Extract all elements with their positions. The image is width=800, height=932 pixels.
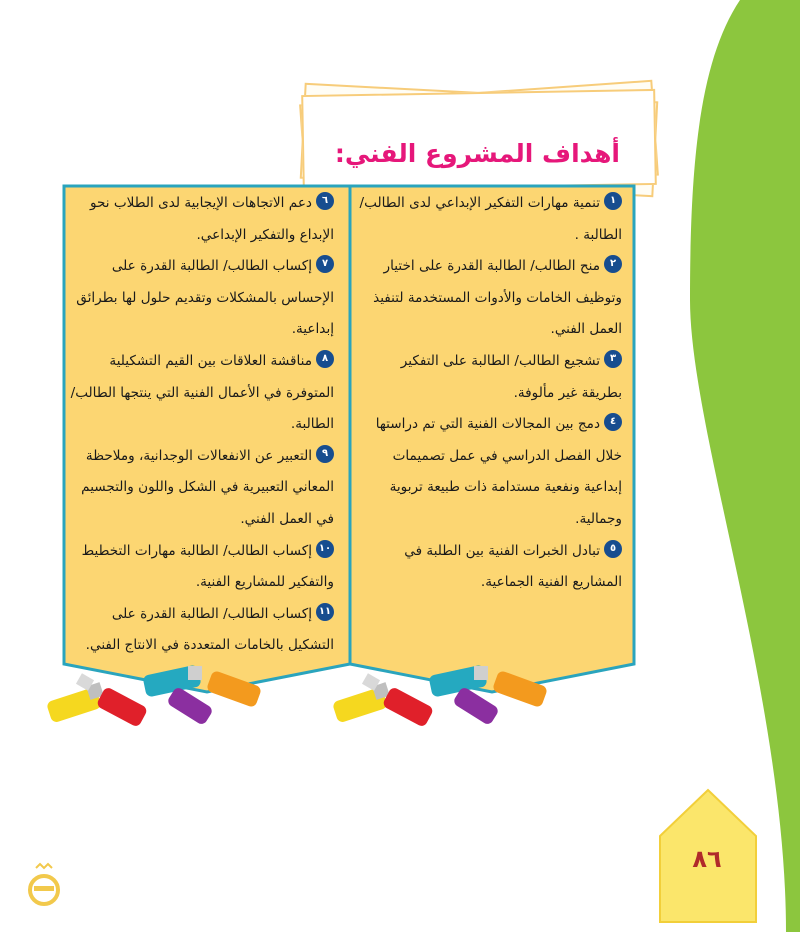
goal-text: منح الطالب/ الطالبة القدرة على اختيار وتوظيف الخامات والأدوات المستخدمة لتنفيذ العمل الفني. (373, 258, 622, 338)
goal-text: إكساب الطالب/ الطالبة القدرة على التشكيل بالخامات المتعددة في الانتاج الفني. (85, 605, 334, 654)
goal-number-badge: ٤ (604, 413, 622, 431)
goal-text: مناقشة العلاقات بين القيم التشكيلية المتوفرة في الأعمال الفنية التي ينتجها الطالب/ الطالبة. (70, 352, 334, 433)
ministry-logo-icon (26, 860, 62, 908)
goal-text: إكساب الطالب/ الطالبة مهارات التخطيط والتفكير للمشاريع الفنية. (81, 542, 334, 591)
page-title: أهداف المشروع الفني: (334, 139, 620, 168)
goal-number-badge: ١٠ (316, 540, 334, 558)
goal-number-badge: ٢ (604, 255, 622, 273)
goal-number-badge: ١١ (316, 603, 334, 621)
goal-text: إكساب الطالب/ الطالبة القدرة على الإحساس بالمشكلات وتقديم حلول لها بطرائق إبداعية. (76, 258, 334, 338)
goal-number-badge: ٧ (316, 255, 334, 273)
goal-text: التعبير عن الانفعالات الوجدانية، وملاحظة المعاني التعبيرية في الشكل واللون والتجسيم في العمل الفني. (81, 447, 334, 527)
goal-text: تنمية مهارات التفكير الإبداعي لدى الطالب/ الطالبة . (359, 195, 622, 243)
goal-text: دمج بين المجالات الفنية التي تم دراستها خلال الفصل الدراسي في عمل تصميمات إبداعية ونفعية مستدامة ذات طبيعة تربوية وجمالية. (375, 416, 622, 527)
goal-text: دعم الاتجاهات الإيجابية لدى الطلاب نحو الإبداع والتفكير الإبداعي. (89, 195, 334, 243)
goal-number-badge: ٥ (604, 540, 622, 558)
page-number: ٨٦ (692, 845, 722, 873)
goal-number-badge: ٦ (316, 192, 334, 210)
goal-text: تبادل الخبرات الفنية بين الطلبة في المشاريع الفنية الجماعية. (404, 542, 622, 591)
goal-number-badge: ٣ (604, 350, 622, 368)
goal-number-badge: ١ (604, 192, 622, 210)
goal-text: تشجيع الطالب/ الطالبة على التفكير بطريقة غير مألوفة. (400, 352, 622, 401)
goal-number-badge: ٩ (316, 445, 334, 463)
goal-number-badge: ٨ (316, 350, 334, 368)
